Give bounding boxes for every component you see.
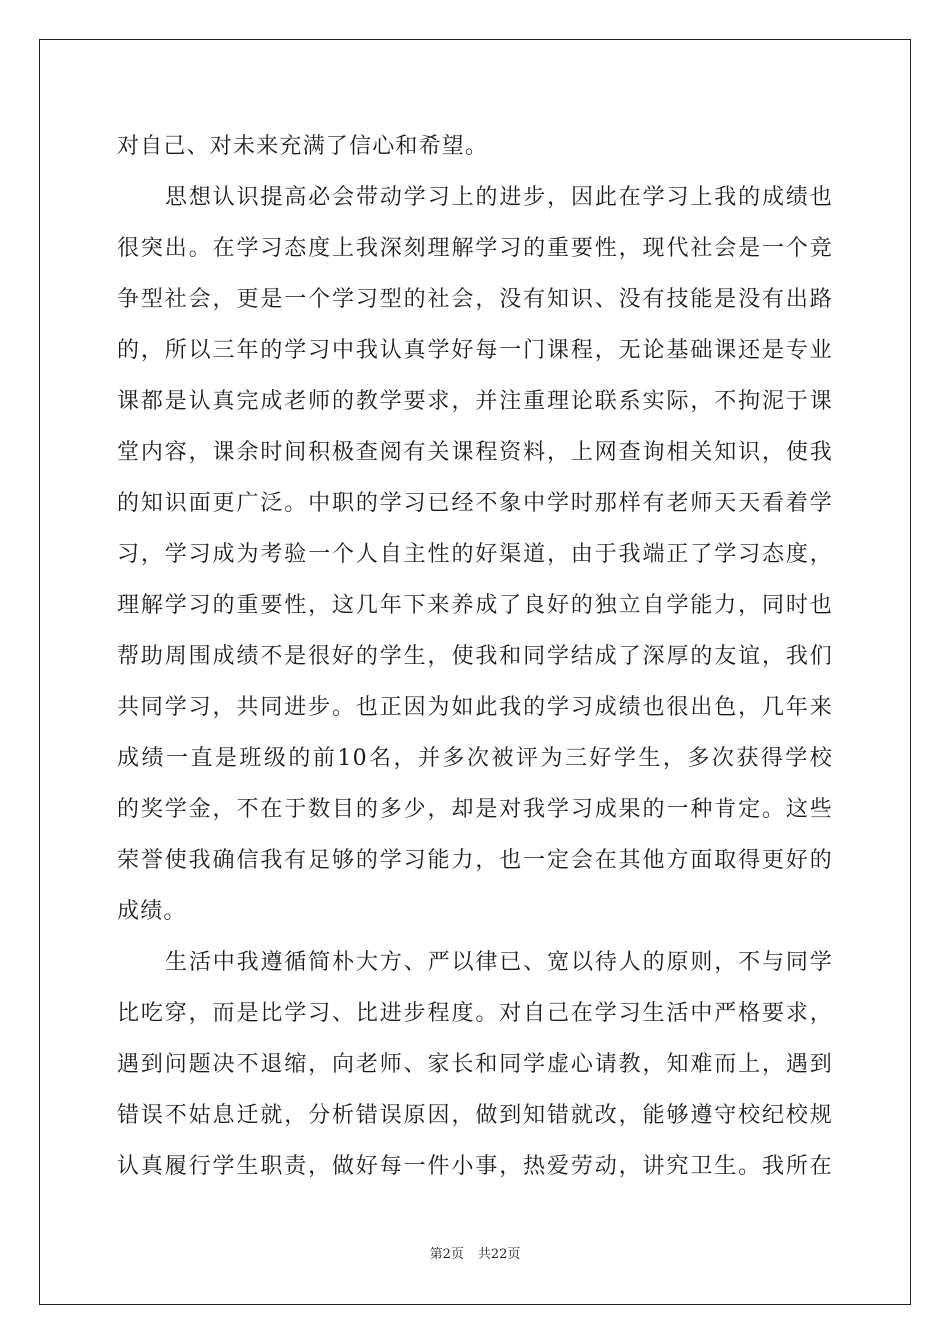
page-total: 共22页 [477, 1247, 521, 1262]
text-line: 争型社会，更是一个学习型的社会，没有知识、没有技能是没有出路 [117, 287, 833, 312]
text-line: 习，学习成为考验一个人自主性的好渠道，由于我端正了学习态度， [117, 542, 833, 567]
text-line: 比吃穿，而是比学习、比进步程度。对自己在学习生活中严格要求， [117, 1001, 833, 1026]
text-line: 共同学习，共同进步。也正因为如此我的学习成绩也很出色，几年来 [117, 695, 833, 720]
text-line: 课都是认真完成老师的教学要求，并注重理论联系实际，不拘泥于课 [117, 389, 833, 414]
text-line: 成绩一直是班级的前10名，并多次被评为三好学生，多次获得学校 [117, 746, 833, 771]
text-line: 对自己、对未来充满了信心和希望。 [117, 134, 489, 159]
text-line: 的知识面更广泛。中职的学习已经不象中学时那样有老师天天看着学 [117, 491, 833, 516]
page-number: 第2页 [429, 1247, 464, 1262]
text-line: 成绩。 [117, 899, 187, 924]
text-line: 堂内容，课余时间积极查阅有关课程资料，上网查询相关知识，使我 [117, 440, 833, 465]
text-line: 理解学习的重要性，这几年下来养成了良好的独立自学能力，同时也 [117, 593, 833, 618]
text-line: 错误不姑息迁就，分析错误原因，做到知错就改，能够遵守校纪校规 [117, 1103, 833, 1128]
text-line: 很突出。在学习态度上我深刻理解学习的重要性，现代社会是一个竞 [117, 236, 833, 261]
text-line: 认真履行学生职责，做好每一件小事，热爱劳动，讲究卫生。我所在 [117, 1154, 833, 1179]
text-line: 遇到问题决不退缩，向老师、家长和同学虚心请教，知难而上，遇到 [117, 1052, 833, 1077]
text-line: 的，所以三年的学习中我认真学好每一门课程，无论基础课还是专业 [117, 338, 833, 363]
page-footer [0, 1247, 950, 1263]
paragraph-start-line: 生活中我遵循简朴大方、严以律已、宽以待人的原则，不与同学 [165, 950, 833, 975]
text-line: 的奖学金，不在于数目的多少，却是对我学习成果的一种肯定。这些 [117, 797, 833, 822]
paragraph-start-line: 思想认识提高必会带动学习上的进步，因此在学习上我的成绩也 [165, 185, 833, 210]
text-line: 帮助周围成绩不是很好的学生，使我和同学结成了深厚的友谊，我们 [117, 644, 833, 669]
text-line: 荣誉使我确信我有足够的学习能力，也一定会在其他方面取得更好的 [117, 848, 833, 873]
